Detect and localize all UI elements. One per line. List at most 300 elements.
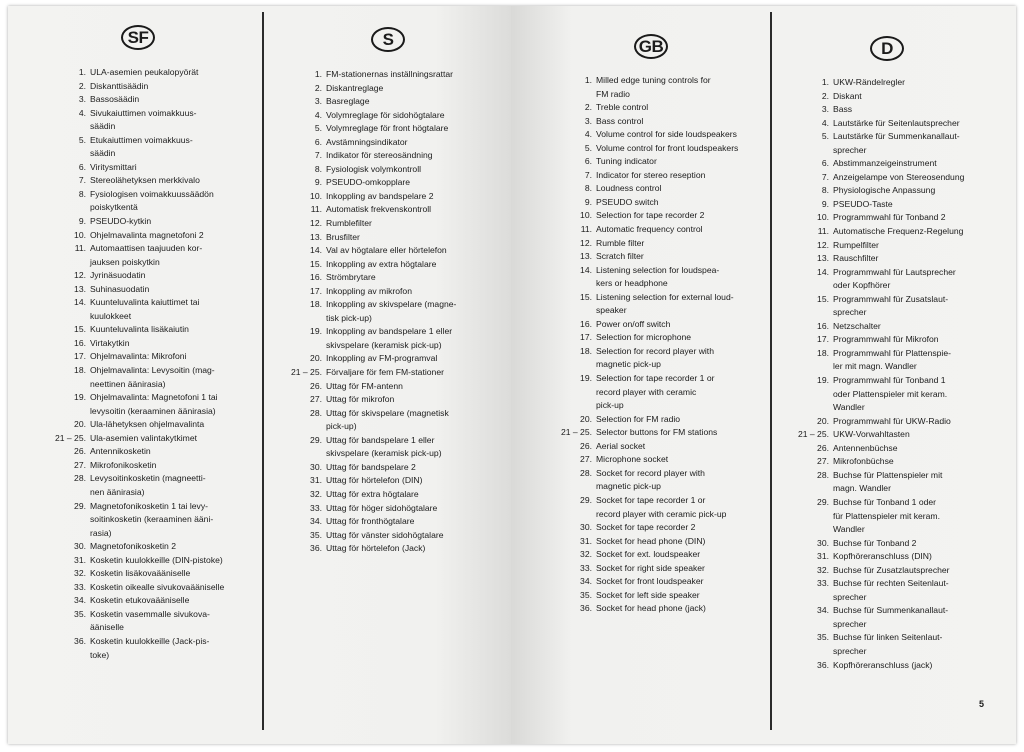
page-number: 5 bbox=[979, 699, 985, 709]
list-item bbox=[310, 271, 496, 285]
item-text-line: Programmwahl für Tonband 2 bbox=[833, 212, 946, 223]
item-number: 19. bbox=[310, 326, 322, 337]
item-text-line: Programmwahl für Tonband 1 bbox=[833, 375, 946, 386]
list-item bbox=[78, 188, 255, 215]
list-item bbox=[817, 469, 999, 496]
item-text-line: Wandler bbox=[833, 524, 865, 535]
item-number: 29. bbox=[310, 434, 322, 445]
list-item bbox=[821, 198, 999, 212]
item-text-line: Treble control bbox=[596, 102, 649, 113]
list-item bbox=[817, 604, 999, 631]
item-number: 36. bbox=[74, 635, 86, 646]
item-number: 26. bbox=[580, 440, 592, 451]
item-number: 34. bbox=[580, 576, 592, 587]
item-text-line: Ohjelmavalinta: Levysoitin (mag- bbox=[90, 365, 215, 376]
item-text-line: Socket for head phone (jack) bbox=[596, 603, 706, 614]
item-text-line: Kosketin kuulokkeille (Jack-pis- bbox=[90, 635, 210, 646]
item-number: 21 – 25. bbox=[290, 367, 322, 378]
item-number: 28. bbox=[580, 467, 592, 478]
item-text-line: Buchse für Tonband 1 oder bbox=[833, 496, 937, 507]
list-item bbox=[314, 149, 496, 163]
list-item bbox=[580, 237, 768, 251]
item-number: 15. bbox=[580, 291, 592, 302]
list-item bbox=[580, 467, 768, 494]
item-text-line: sprecher bbox=[833, 645, 867, 656]
item-list-d bbox=[797, 76, 999, 672]
item-number: 31. bbox=[580, 535, 592, 546]
item-list-gb bbox=[560, 74, 768, 616]
item-text-line: Diskantreglage bbox=[326, 82, 384, 93]
item-number: 1. bbox=[314, 69, 322, 79]
list-item bbox=[314, 95, 496, 109]
item-number: 15. bbox=[310, 258, 322, 269]
list-item bbox=[821, 76, 999, 90]
list-item bbox=[560, 426, 768, 440]
item-number: 15. bbox=[817, 293, 829, 304]
item-text-line: pick-up bbox=[596, 400, 624, 411]
list-item bbox=[584, 169, 768, 183]
list-item bbox=[817, 333, 999, 347]
item-number: 20. bbox=[74, 419, 86, 430]
item-text-line: Uttag för höger sidohögtalare bbox=[326, 502, 438, 513]
list-item bbox=[817, 225, 999, 239]
list-item bbox=[817, 293, 999, 320]
list-item bbox=[580, 562, 768, 576]
item-number: 17. bbox=[817, 334, 829, 345]
list-item bbox=[74, 364, 255, 391]
item-text-line: Inkoppling av bandspelare 2 bbox=[326, 190, 434, 201]
item-text-line: Scratch filter bbox=[596, 251, 644, 262]
list-item bbox=[74, 608, 255, 635]
list-item bbox=[314, 68, 496, 82]
item-text-line: UKW-Vorwahltasten bbox=[833, 429, 910, 440]
item-text-line: Diskant bbox=[833, 90, 862, 101]
item-number: 6. bbox=[821, 158, 829, 169]
item-number: 35. bbox=[310, 529, 322, 540]
item-number: 31. bbox=[817, 551, 829, 562]
item-number: 14. bbox=[74, 297, 86, 308]
list-item bbox=[817, 415, 999, 429]
item-text-line: Uttag för bandspelare 1 eller bbox=[326, 434, 435, 445]
item-text-line: Jyrinäsuodatin bbox=[90, 270, 146, 281]
item-text-line: Suhinasuodatin bbox=[90, 283, 150, 294]
list-item bbox=[821, 157, 999, 171]
item-number: 12. bbox=[817, 239, 829, 250]
item-text-line: Indicator for stereo reseption bbox=[596, 169, 706, 180]
list-item bbox=[817, 347, 999, 374]
item-number: 3. bbox=[314, 96, 322, 107]
item-number: 8. bbox=[314, 163, 322, 174]
item-number: 15. bbox=[74, 324, 86, 335]
item-number: 33. bbox=[74, 581, 86, 592]
column-divider-right bbox=[770, 12, 772, 730]
item-number: 18. bbox=[74, 365, 86, 376]
list-item bbox=[580, 521, 768, 535]
list-item bbox=[314, 122, 496, 136]
item-text-line: Ohjelmavalinta magnetofoni 2 bbox=[90, 229, 204, 240]
item-text-line: PSEUDO-omkopplare bbox=[326, 177, 411, 188]
item-text-line: speaker bbox=[596, 305, 627, 316]
item-text-line: jauksen poiskytkin bbox=[90, 256, 160, 267]
item-text-line: Anzeigelampe von Stereosendung bbox=[833, 171, 965, 182]
list-item bbox=[584, 115, 768, 129]
item-text-line: Buchse für rechten Seitenlaut- bbox=[833, 578, 949, 589]
item-number: 5. bbox=[584, 142, 592, 153]
item-number: 34. bbox=[817, 605, 829, 616]
item-number: 7. bbox=[584, 169, 592, 180]
list-item bbox=[314, 82, 496, 96]
item-text-line: UKW-Rändelregler bbox=[833, 77, 905, 87]
list-item bbox=[580, 413, 768, 427]
item-text-line: Uttag för fronthögtalare bbox=[326, 516, 415, 527]
list-item bbox=[580, 318, 768, 332]
item-text-line: Avstämningsindikator bbox=[326, 136, 408, 147]
item-number: 35. bbox=[580, 589, 592, 600]
list-item bbox=[817, 496, 999, 537]
list-item bbox=[74, 500, 255, 541]
item-text-line: Rumblefilter bbox=[326, 218, 372, 229]
item-number: 19. bbox=[580, 373, 592, 384]
list-item bbox=[584, 142, 768, 156]
list-item bbox=[580, 223, 768, 237]
item-text-line: Abstimmanzeigeinstrument bbox=[833, 158, 937, 169]
item-text-line: Diskanttisäädin bbox=[90, 80, 149, 91]
list-item bbox=[310, 244, 496, 258]
item-text-line: Automatic frequency control bbox=[596, 224, 703, 235]
item-number: 12. bbox=[310, 218, 322, 229]
item-number: 5. bbox=[821, 131, 829, 142]
item-number: 8. bbox=[821, 185, 829, 196]
item-text-line: skivspelare (keramisk pick-up) bbox=[326, 339, 442, 350]
list-item bbox=[817, 374, 999, 415]
item-text-line: skivspelare (keramisk pick-up) bbox=[326, 448, 442, 459]
item-list-s bbox=[290, 68, 496, 556]
item-text-line: Volume control for front loudspeakers bbox=[596, 142, 739, 153]
item-number: 9. bbox=[314, 177, 322, 188]
list-item bbox=[817, 537, 999, 551]
item-text-line: magnetic pick-up bbox=[596, 481, 661, 492]
item-text-line: Stereolähetyksen merkkivalo bbox=[90, 175, 200, 186]
item-number: 2. bbox=[584, 102, 592, 113]
item-text-line: ULA-asemien peukalopyörät bbox=[90, 67, 199, 77]
item-text-line: Selector buttons for FM stations bbox=[596, 427, 718, 438]
list-item bbox=[310, 231, 496, 245]
item-number: 6. bbox=[78, 161, 86, 172]
item-text-line: Inkoppling av skivspelare (magne- bbox=[326, 299, 457, 310]
item-text-line: Selection for record player with bbox=[596, 345, 714, 356]
item-text-line: levysoitin (keraaminen äänirasia) bbox=[90, 405, 216, 416]
item-number: 18. bbox=[817, 347, 829, 358]
item-number: 2. bbox=[821, 90, 829, 101]
item-number: 10. bbox=[310, 190, 322, 201]
item-text-line: Programmwahl für Mikrofon bbox=[833, 334, 939, 345]
item-text-line: Listening selection for external loud- bbox=[596, 291, 734, 302]
item-text-line: Programmwahl für Zusatslaut- bbox=[833, 293, 949, 304]
item-number: 19. bbox=[74, 392, 86, 403]
item-number: 13. bbox=[580, 251, 592, 262]
item-number: 30. bbox=[580, 522, 592, 533]
item-text-line: Kuunteluvalinta kaiuttimet tai bbox=[90, 297, 200, 308]
item-text-line: oder Kopfhörer bbox=[833, 280, 891, 291]
item-text-line: Microphone socket bbox=[596, 454, 669, 465]
item-text-line: Programmwahl für UKW-Radio bbox=[833, 415, 951, 426]
item-text-line: record player with ceramic pick-up bbox=[596, 508, 727, 519]
item-number: 30. bbox=[310, 461, 322, 472]
item-number: 18. bbox=[310, 299, 322, 310]
list-item bbox=[584, 182, 768, 196]
list-item bbox=[310, 325, 496, 352]
item-number: 16. bbox=[817, 320, 829, 331]
item-number: 7. bbox=[78, 175, 86, 186]
item-number: 13. bbox=[817, 253, 829, 264]
item-text-line: kuulokkeet bbox=[90, 310, 132, 321]
list-item bbox=[580, 453, 768, 467]
item-text-line: Loudness control bbox=[596, 183, 662, 194]
item-text-line: Kosketin kuulokkeille (DIN-pistoke) bbox=[90, 554, 223, 565]
list-item bbox=[78, 80, 255, 94]
list-item bbox=[580, 440, 768, 454]
list-item bbox=[314, 109, 496, 123]
item-number: 9. bbox=[78, 216, 86, 227]
list-item bbox=[817, 442, 999, 456]
item-number: 7. bbox=[821, 171, 829, 182]
item-number: 30. bbox=[817, 537, 829, 548]
list-item bbox=[584, 196, 768, 210]
list-item bbox=[817, 266, 999, 293]
list-item bbox=[310, 380, 496, 394]
item-text-line: Magnetofonikosketin 2 bbox=[90, 541, 176, 552]
list-item bbox=[74, 242, 255, 269]
item-text-line: Kosketin oikealle sivukovaääniselle bbox=[90, 581, 225, 592]
item-number: 10. bbox=[817, 212, 829, 223]
item-number: 1. bbox=[584, 75, 592, 85]
list-item bbox=[310, 407, 496, 434]
list-item bbox=[580, 602, 768, 616]
item-text-line: Uttag för vänster sidohögtalare bbox=[326, 529, 444, 540]
item-text-line: Antennikosketin bbox=[90, 446, 151, 457]
item-number: 32. bbox=[580, 549, 592, 560]
item-number: 5. bbox=[314, 123, 322, 134]
list-item bbox=[310, 393, 496, 407]
item-number: 14. bbox=[817, 266, 829, 277]
item-text-line: Selection for tape recorder 1 or bbox=[596, 373, 715, 384]
item-text-line: PSEUDO switch bbox=[596, 196, 659, 207]
item-number: 11. bbox=[817, 226, 829, 237]
list-item bbox=[78, 107, 255, 134]
list-item bbox=[580, 264, 768, 291]
item-text-line: Mikrofonbüchse bbox=[833, 456, 894, 467]
item-number: 28. bbox=[74, 473, 86, 484]
item-text-line: Selection for tape recorder 2 bbox=[596, 210, 705, 221]
item-text-line: Automatisk frekvenskontroll bbox=[326, 204, 432, 215]
item-text-line: säädin bbox=[90, 121, 116, 132]
item-number: 33. bbox=[817, 578, 829, 589]
list-item bbox=[310, 461, 496, 475]
item-text-line: Val av högtalare eller hörtelefon bbox=[326, 245, 447, 256]
item-text-line: Bassosäädin bbox=[90, 94, 140, 105]
item-number: 32. bbox=[817, 564, 829, 575]
item-number: 3. bbox=[78, 94, 86, 105]
item-number: 27. bbox=[580, 454, 592, 465]
list-item bbox=[821, 103, 999, 117]
item-number: 26. bbox=[310, 380, 322, 391]
list-item bbox=[580, 209, 768, 223]
item-number: 28. bbox=[817, 469, 829, 480]
item-number: 16. bbox=[74, 337, 86, 348]
item-number: 4. bbox=[314, 109, 322, 120]
item-text-line: Buchse für Plattenspieler mit bbox=[833, 469, 943, 480]
item-text-line: Magnetofonikosketin 1 tai levy- bbox=[90, 500, 208, 511]
item-text-line: Wandler bbox=[833, 402, 865, 413]
item-number: 11. bbox=[74, 243, 86, 254]
list-item bbox=[74, 554, 255, 568]
item-text-line: Inkoppling av mikrofon bbox=[326, 285, 412, 296]
list-item bbox=[580, 345, 768, 372]
item-text-line: sprecher bbox=[833, 307, 867, 318]
list-item bbox=[74, 323, 255, 337]
item-number: 18. bbox=[580, 345, 592, 356]
item-text-line: Kosketin etukovaääniselle bbox=[90, 595, 190, 606]
item-number: 26. bbox=[817, 442, 829, 453]
item-text-line: Uttag för mikrofon bbox=[326, 394, 395, 405]
item-text-line: poiskytkentä bbox=[90, 202, 138, 213]
item-number: 7. bbox=[314, 150, 322, 161]
list-item bbox=[74, 269, 255, 283]
list-item bbox=[74, 418, 255, 432]
item-number: 29. bbox=[580, 494, 592, 505]
item-number: 4. bbox=[584, 129, 592, 140]
item-number: 27. bbox=[74, 459, 86, 470]
item-text-line: pick-up) bbox=[326, 421, 357, 432]
list-item bbox=[74, 567, 255, 581]
item-text-line: Tuning indicator bbox=[596, 156, 657, 167]
list-item bbox=[74, 594, 255, 608]
item-number: 12. bbox=[580, 237, 592, 248]
item-number: 29. bbox=[74, 500, 86, 511]
item-text-line: Socket for front loudspeaker bbox=[596, 576, 704, 587]
item-text-line: Uttag för hörtelefon (DIN) bbox=[326, 475, 423, 486]
item-text-line: Socket for right side speaker bbox=[596, 562, 705, 573]
item-text-line: Uttag för FM-antenn bbox=[326, 380, 403, 391]
item-text-line: Ula-asemien valintakytkimet bbox=[90, 432, 197, 443]
item-text-line: ler mit magn. Wandler bbox=[833, 361, 917, 372]
item-list-sf bbox=[54, 66, 255, 662]
item-number: 21 – 25. bbox=[54, 432, 86, 443]
item-number: 6. bbox=[584, 156, 592, 167]
list-item bbox=[797, 428, 999, 442]
item-number: 12. bbox=[74, 270, 86, 281]
language-badge-gb: GB bbox=[634, 34, 668, 59]
item-text-line: sprecher bbox=[833, 144, 867, 155]
item-text-line: für Plattenspieler mit keram. bbox=[833, 510, 940, 521]
item-number: 32. bbox=[310, 488, 322, 499]
list-item bbox=[74, 445, 255, 459]
item-text-line: record player with ceramic bbox=[596, 386, 697, 397]
list-item bbox=[817, 577, 999, 604]
item-text-line: Mikrofonikosketin bbox=[90, 459, 157, 470]
item-text-line: Socket for record player with bbox=[596, 467, 705, 478]
language-badge-sf: SF bbox=[121, 25, 155, 50]
list-item bbox=[78, 215, 255, 229]
list-item bbox=[310, 203, 496, 217]
item-number: 14. bbox=[310, 245, 322, 256]
item-text-line: Volymreglage för sidohögtalare bbox=[326, 109, 445, 120]
item-text-line: Rauschfilter bbox=[833, 253, 879, 264]
item-number: 17. bbox=[74, 351, 86, 362]
list-item bbox=[310, 298, 496, 325]
item-text-line: Antennenbüchse bbox=[833, 442, 898, 453]
item-text-line: Inkoppling av extra högtalare bbox=[326, 258, 437, 269]
manual-spread bbox=[8, 6, 1016, 744]
list-item bbox=[584, 128, 768, 142]
item-text-line: Rumble filter bbox=[596, 237, 645, 248]
list-item bbox=[817, 211, 999, 225]
list-item bbox=[74, 581, 255, 595]
item-text-line: Bass bbox=[833, 104, 853, 115]
item-text-line: Lautstärke für Seitenlautsprecher bbox=[833, 117, 960, 128]
list-item bbox=[580, 548, 768, 562]
column-divider-left bbox=[262, 12, 264, 730]
item-text-line: PSEUDO-kytkin bbox=[90, 216, 152, 227]
item-text-line: neettinen äänirasia) bbox=[90, 378, 166, 389]
item-number: 2. bbox=[314, 82, 322, 93]
list-item bbox=[74, 296, 255, 323]
language-badge-d: D bbox=[870, 36, 904, 61]
item-text-line: kers or headphone bbox=[596, 278, 668, 289]
item-text-line: Milled edge tuning controls for bbox=[596, 75, 711, 85]
list-item bbox=[584, 155, 768, 169]
item-text-line: säädin bbox=[90, 148, 116, 159]
item-number: 13. bbox=[310, 231, 322, 242]
item-text-line: Bass control bbox=[596, 115, 644, 126]
list-item bbox=[817, 252, 999, 266]
list-item bbox=[580, 372, 768, 413]
list-item bbox=[817, 239, 999, 253]
list-item bbox=[310, 474, 496, 488]
item-number: 31. bbox=[74, 554, 86, 565]
item-text-line: Brusfilter bbox=[326, 231, 360, 242]
item-text-line: soitinkosketin (keraaminen ääni- bbox=[90, 514, 214, 525]
list-item bbox=[817, 320, 999, 334]
list-item bbox=[310, 434, 496, 461]
item-number: 5. bbox=[78, 134, 86, 145]
item-number: 34. bbox=[74, 595, 86, 606]
item-number: 19. bbox=[817, 375, 829, 386]
item-number: 1. bbox=[821, 77, 829, 87]
list-item bbox=[821, 130, 999, 157]
list-item bbox=[310, 515, 496, 529]
list-item bbox=[310, 217, 496, 231]
item-text-line: Kosketin vasemmalle sivukova- bbox=[90, 608, 210, 619]
item-text-line: Uttag för skivspelare (magnetisk bbox=[326, 407, 449, 418]
list-item bbox=[78, 161, 255, 175]
item-text-line: Fysiologisk volymkontroll bbox=[326, 163, 422, 174]
item-number: 13. bbox=[74, 283, 86, 294]
list-item bbox=[310, 352, 496, 366]
list-item bbox=[310, 542, 496, 556]
list-item bbox=[78, 66, 255, 80]
list-item bbox=[821, 171, 999, 185]
item-number: 10. bbox=[580, 210, 592, 221]
item-number: 4. bbox=[78, 107, 86, 118]
list-item bbox=[580, 291, 768, 318]
list-item bbox=[310, 502, 496, 516]
list-item bbox=[817, 659, 999, 673]
list-item bbox=[78, 174, 255, 188]
item-text-line: Aerial socket bbox=[596, 440, 646, 451]
item-number: 3. bbox=[821, 104, 829, 115]
item-text-line: Rumpelfilter bbox=[833, 239, 879, 250]
